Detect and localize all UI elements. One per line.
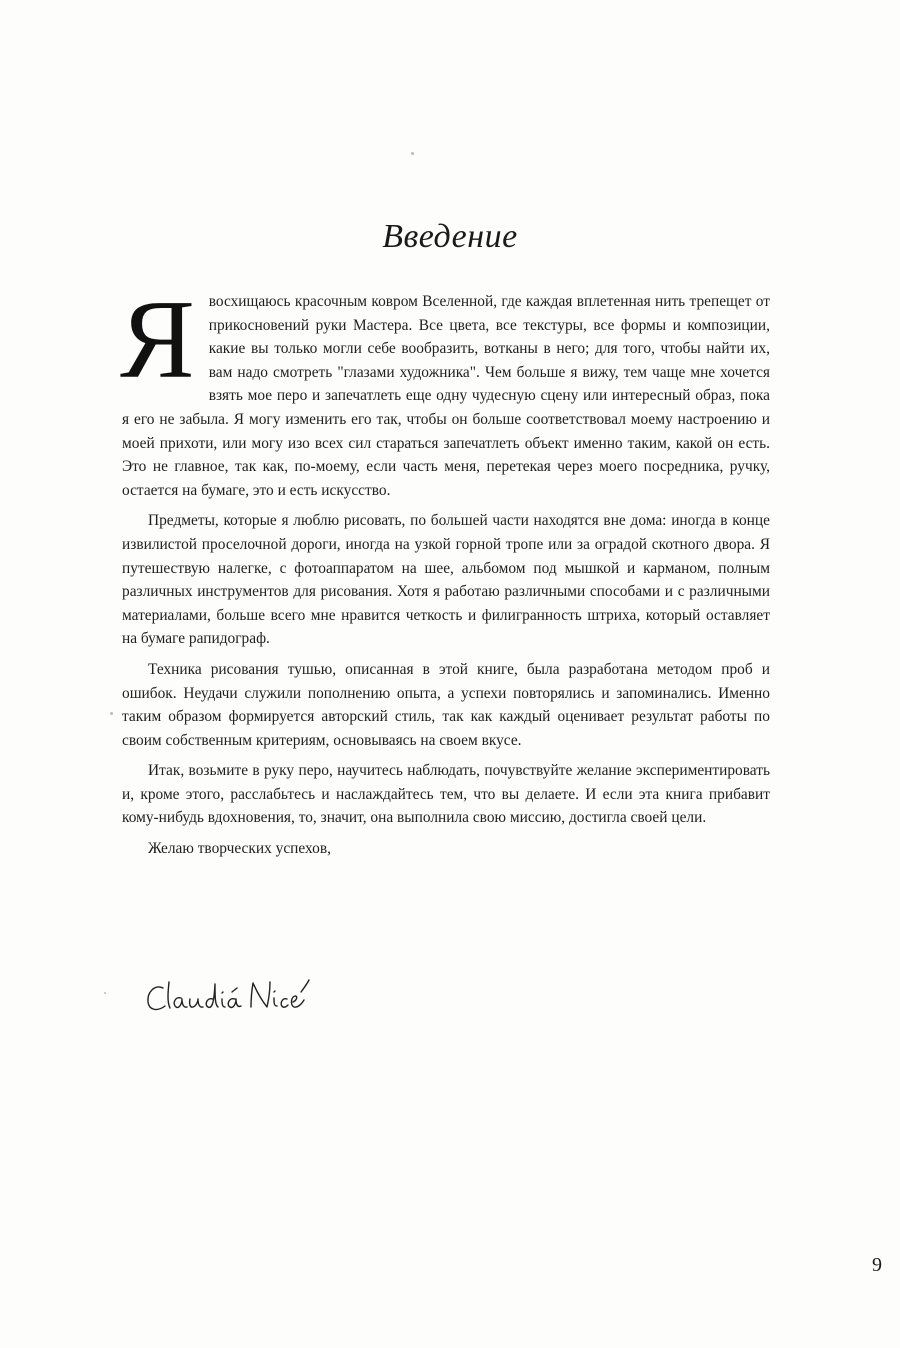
closing-line: Желаю творческих успехов,: [148, 840, 331, 858]
scan-speck: [104, 992, 106, 994]
scan-speck: [110, 712, 113, 715]
intro-paragraph: Итак, возьмите в руку перо, научитесь наблюдать, почувствуйте желание экспериментировать и, кроме этого, расслабьтесь и наслаждайтесь тем, что вы делаете. И если эта книга прибавит кому-нибудь вдохновения, то, значит, она выполнила свою миссию, достигла своей цели.: [122, 762, 770, 827]
intro-paragraph: Предметы, которые я люблю рисовать, по большей части находятся вне дома: иногда в конце извилистой проселочной дороги, иногда на узкой горной тропе или за оградой скотного двора. Я путешествую налегке, с фотоаппаратом на шее, альбомом под мышкой и карманом, полным различных инструментов для рисования. Хотя я работаю различными способами и с различными материалами, больше всего мне нравится четкость и филигранность штриха, который оставляет на бумаге рапидограф.: [122, 512, 770, 648]
drop-cap: Я: [120, 278, 195, 402]
author-signature: [143, 972, 313, 1022]
intro-paragraph-first: [120, 278, 770, 502]
paragraph-text: восхищаюсь красочным ковром Вселенной, где каждая вплетенная нить трепещет от прикосновений руки Мастера. Все цвета, все текстуры, все формы и композиции, какие вы только могли себе вообразить, вотканы в него; для того, чтобы найти их, вам надо смотреть "глазами художника". Чем больше я вижу, тем чаще мне хочется взять мое перо и запечатлеть еще одну чудесную сцену или интересный образ, пока я его не забыла. Я могу изменить его так, чтобы он больше соответствовал моему настроению и моей прихоти, или могу изо всех сил стараться запечатлеть объект именно таким, какой он есть. Это не главное, так как, по-моему, если часть меня, перетекая через моего посредника, ручку, остается на бумаге, это и есть искусство.: [122, 293, 770, 499]
intro-text: [120, 278, 770, 861]
scan-speck: [411, 152, 414, 155]
chapter-title: Введение: [382, 218, 518, 255]
page-number: 9: [872, 1254, 882, 1276]
intro-paragraph: Техника рисования тушью, описанная в этой книге, была разработана методом проб и ошибок. Неудачи служили пополнению опыта, а успехи повторялись и запоминались. Именно таким образом формируется авторский стиль, так как каждый оценивает результат работы по своим собственным критериям, основываясь на своем вкусе.: [122, 660, 770, 749]
